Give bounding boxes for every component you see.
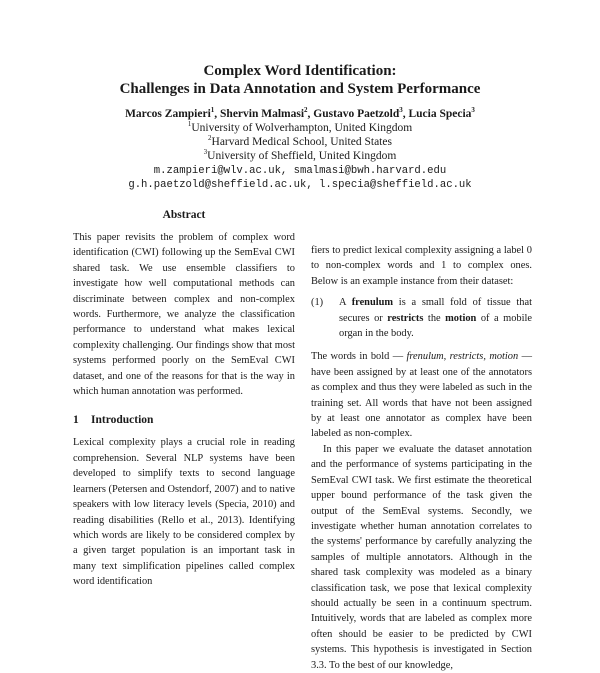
example-text: is a small fold of tissue that secures or [339, 297, 532, 324]
author-affiliation-mark: 3 [399, 106, 403, 114]
email-line-1: m.zampieri@wlv.ac.uk, smalmasi@bwh.harvard.edu [153, 165, 447, 177]
author-affiliation-mark: 3 [471, 106, 475, 114]
complex-word: restricts [387, 312, 424, 324]
affiliation-mark: 2 [208, 134, 212, 142]
complex-word: frenulum [351, 297, 394, 309]
example-text: A [339, 297, 352, 309]
affiliation-mark: 3 [203, 148, 208, 156]
author-name: Gustavo Paetzold [313, 108, 400, 120]
paragraph-text: The words in bold — [311, 351, 407, 363]
example-text: of a mobile organ in the body. [339, 312, 533, 340]
left-column [73, 208, 295, 590]
affiliation-text: University of Sheffield, United Kingdom [207, 150, 397, 162]
author-separator: , [214, 108, 221, 120]
example-number: (1) [311, 297, 324, 309]
complex-word: motion [445, 312, 477, 324]
affiliation [0, 121, 600, 135]
example-item [311, 295, 532, 341]
right-column [311, 243, 532, 673]
author-affiliation-mark: 1 [210, 106, 215, 114]
example-text: the [423, 312, 446, 324]
author-name: Marcos Zampieri [125, 108, 211, 120]
abstract-text: This paper revisits the problem of complex word identification (CWI) following up the SemEval CWI shared task. We use ensemble classifiers to investigate how well computational methods can discriminate between complex and non-complex words. Furthermore, we analyze the classification performance to understand what makes lexical complexity challenging. Our findings show that most systems performed poorly on the SemEval CWI dataset, and one of the reasons for that is the way in which human annotation was performed. [73, 232, 295, 398]
author-separator: , [402, 108, 409, 120]
paper-title-line-2: Challenges in Data Annotation and System Performance [119, 81, 481, 97]
section-title: Introduction [91, 414, 154, 427]
intro-paragraph: Lexical complexity plays a crucial role in reading comprehension. Several NLP systems have been developed to simplify texts to second language learners (Petersen and Ostendorf, 2007) and to native speakers with low literacy levels (Specia, 2010) and reading disabilities (Rello et al., 2013). Identifying which words are likely to be considered complex by a given target population is an important task in many text simplification pipelines called complex word identification [73, 437, 295, 588]
paragraph-text: — have been assigned by at least one of the annotators as complex and thus they were labeled as such in the training set. All words that have not been assigned by at least one annotator as complex have been labeled as non-complex. [311, 351, 532, 440]
section-heading [73, 413, 295, 427]
author-separator: , [307, 108, 314, 120]
body-paragraph: In this paper we evaluate the dataset annotation and the performance of systems participating in the SemEval CWI task. We first estimate the theoretical upper bound performance of the task given the output of the SemEval systems. Secondly, we investigate whether human annotation correlates to the systems' performance by carefully analyzing the samples of multiple annotators. Although in the shared task complexity was modeled as a binary classification task, we pose that lexical complexity should actually be seen in a continuum spectrum. Intuitively, words that are labeled as complex more often should be easier to be predicted by CWI systems. This hypothesis is investigated in Section 3.3. To the best of our knowledge, [311, 443, 532, 671]
body-paragraph: fiers to predict lexical complexity assigning a label 0 to non-complex words and 1 to complex ones. Below is an example instance from their dataset: [311, 245, 532, 287]
section-number: 1 [73, 414, 79, 427]
affiliation-mark: 1 [187, 120, 192, 128]
author-list [0, 107, 600, 121]
affiliation-text: Harvard Medical School, United States [211, 136, 392, 148]
email-line-2: g.h.paetzold@sheffield.ac.uk, l.specia@sheffield.ac.uk [128, 179, 472, 191]
author-affiliation-mark: 2 [304, 106, 308, 114]
abstract-heading: Abstract [162, 209, 206, 221]
author-name: Shervin Malmasi [220, 108, 305, 120]
affiliation [0, 149, 600, 163]
paper-title-line-1: Complex Word Identification: [203, 63, 397, 79]
emphasized-words: frenulum, restricts, motion [406, 351, 519, 363]
example-sentence [339, 295, 532, 341]
body-paragraph [311, 349, 532, 441]
affiliation [0, 135, 600, 149]
affiliation-text: University of Wolverhampton, United Kingdom [191, 122, 413, 134]
author-name: Lucia Specia [408, 108, 472, 120]
